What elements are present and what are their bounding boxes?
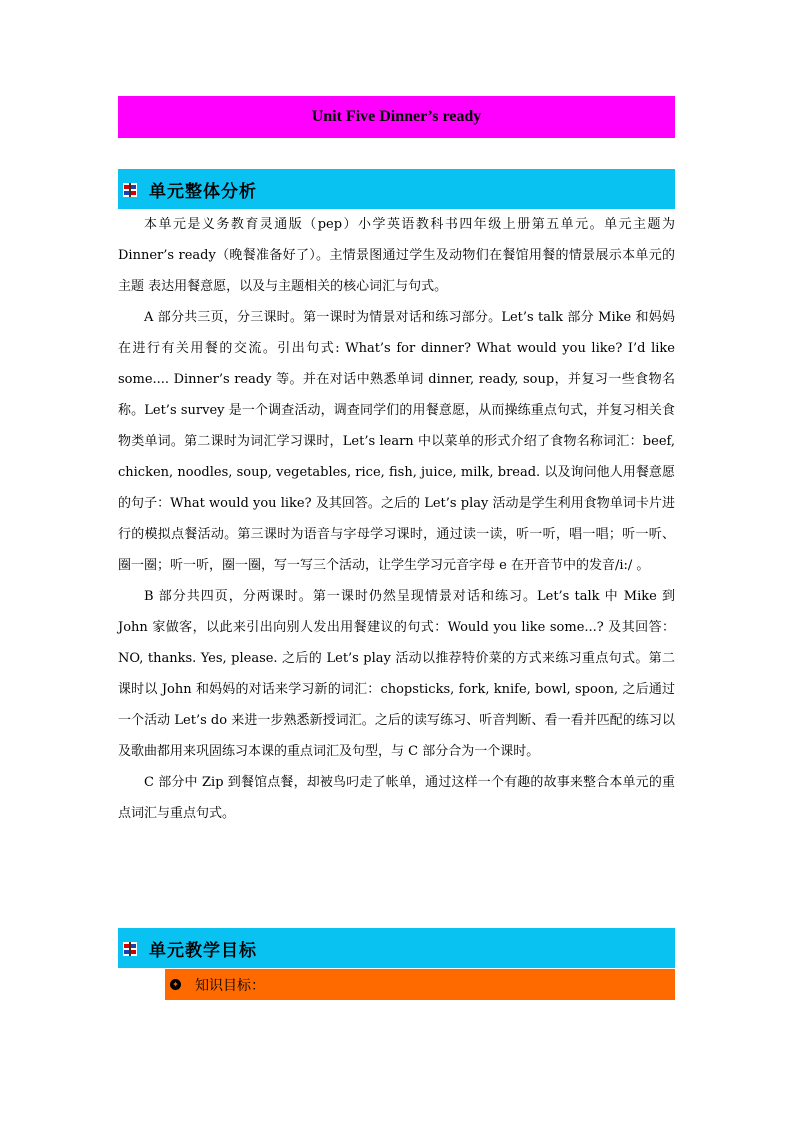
paragraph-part-a: A 部分共三页，分三课时。第一课时为情景对话和练习部分。Let’s talk 部分 Mike 和妈妈在进行有关用餐的交流。引出句式: What’s for dinner? What would you like? I’d like some.... Dinner’s ready 等。并在对话中熟悉单词 dinner, ready, soup，并复习一些食物名称。Let’s survey 是一个调查活动，调查同学们的用餐意愿，从而操练重点句式，并复习相关食物类单词。第二课时为词汇学习课时，Let’s learn 中以菜单的形式介绍了食物名称词汇：beef, chicken, noodles, soup, vegetables, rice, fish, juice, milk, bread. 以及询问他人用餐意愿的句子：What would you like? 及其回答。之后的 Let’s play 活动是学生利用食物单词卡片进行的模拟点餐活动。第三课时为语音与字母学习课时，通过读一读，听一听，唱一唱；听一听、圈一圈；听一听，圈一圈，写一写三个活动，让学生学习元音字母 e 在开音节中的发音/i:/ 。 (118, 310, 675, 573)
section-heading: 单元教学目标 (149, 940, 257, 961)
paragraph-part-c: C 部分中 Zip 到餐馆点餐，却被鸟叼走了帐单，通过这样一个有趣的故事来整合本单元的重点词汇与重点句式。 (118, 775, 675, 821)
section-header-objectives (118, 928, 675, 968)
subsection-knowledge-objectives (165, 969, 675, 1000)
flag-bullet-icon (123, 941, 137, 955)
subsection-label: 知识目标： (195, 977, 265, 994)
section-heading: 单元整体分析 (149, 181, 257, 202)
page-title: Unit Five Dinner’s ready (118, 96, 675, 138)
paragraph-part-b: B 部分共四页，分两课时。第一课时仍然呈现情景对话和练习。Let’s talk 中 Mike 到 John 家做客，以此来引出向别人发出用餐建议的句式：Would you like some...? 及其回答：NO, thanks. Yes, please. 之后的 Let’s play 活动以推荐特价菜的方式来练习重点句式。第二课时以 John 和妈妈的对话来学习新的词汇：chopsticks, fork, knife, bowl, spoon, 之后通过一个活动 Let’s do 来进一步熟悉新授词汇。之后的读写练习、听音判断、看一看并匹配的练习以及歌曲都用来巩固练习本课的重点词汇及句型，与 C 部分合为一个课时。 (118, 589, 675, 759)
flag-bullet-icon (123, 182, 137, 196)
paragraph-intro: 本单元是义务教育灵通版（pep）小学英语教科书四年级上册第五单元。单元主题为 Dinner’s ready（晚餐准备好了）。主情景图通过学生及动物们在餐馆用餐的情景展示本单元的主题 表达用餐意愿，以及与主题相关的核心词汇与句式。 (118, 217, 675, 294)
analysis-body (118, 209, 675, 829)
section-header-analysis (118, 169, 675, 209)
star-circle-bullet-icon: ✦ (170, 979, 181, 990)
